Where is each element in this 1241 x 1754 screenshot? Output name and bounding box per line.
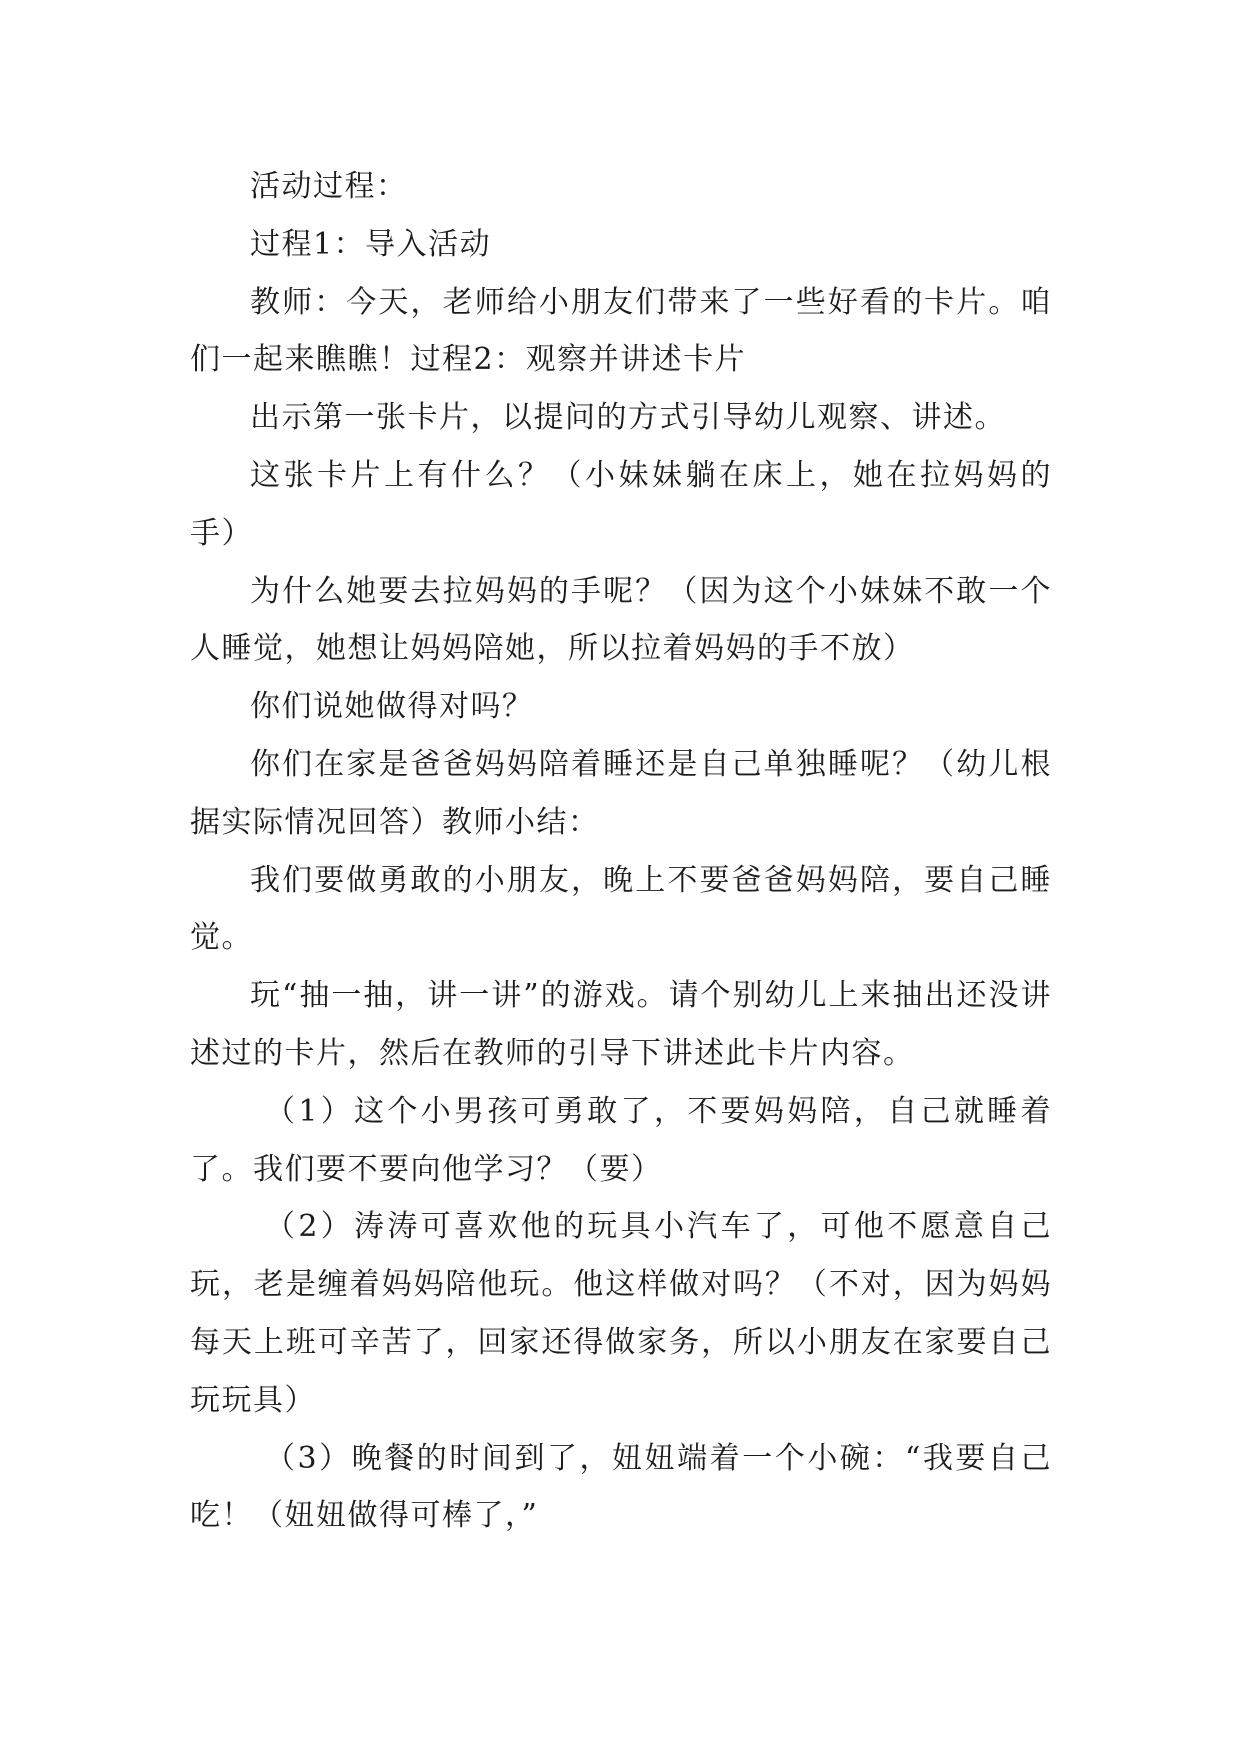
paragraph-step-1: 过程1：导入活动 (250, 226, 492, 262)
paragraph-question-4: 你们在家是爸爸妈妈陪着睡还是自己单独睡呢？（幼儿根据实际情况回答）教师小结： (190, 746, 1052, 840)
paragraph-teacher-intro: 教师：今天，老师给小朋友们带来了一些好看的卡片。咱们一起来瞧瞧！过程2：观察并讲述卡片 (190, 284, 1052, 378)
paragraph-question-2: 为什么她要去拉妈妈的手呢？（因为这个小妹妹不敢一个人睡觉，她想让妈妈陪她，所以拉着妈妈的手不放） (190, 573, 1052, 667)
paragraph-item-1: （1）这个小男孩可勇敢了，不要妈妈陪，自己就睡着了。我们要不要向他学习？（要） (190, 1093, 1052, 1187)
paragraph-summary: 我们要做勇敢的小朋友，晚上不要爸爸妈妈陪，要自己睡觉。 (190, 862, 1052, 956)
paragraph-item-3: （3）晚餐的时间到了，妞妞端着一个小碗：“我要自己吃！（妞妞做得可棒了，” (190, 1440, 1052, 1534)
paragraph-game: 玩“抽一抽，讲一讲”的游戏。请个别幼儿上来抽出还没讲述过的卡片，然后在教师的引导下讲述此卡片内容。 (190, 978, 1052, 1071)
document-body (190, 158, 1052, 1545)
paragraph-heading: 活动过程： (250, 169, 408, 204)
paragraph-question-1: 这张卡片上有什么？（小妹妹躺在床上，她在拉妈妈的手） (190, 457, 1052, 551)
paragraph-item-2: （2）涛涛可喜欢他的玩具小汽车了，可他不愿意自己玩，老是缠着妈妈陪他玩。他这样做对吗？（不对，因为妈妈每天上班可辛苦了，回家还得做家务，所以小朋友在家要自己玩玩具） (190, 1209, 1052, 1418)
paragraph-question-3: 你们说她做得对吗？ (250, 689, 534, 725)
paragraph-show-card: 出示第一张卡片，以提问的方式引导幼儿观察、讲述。 (250, 400, 1006, 436)
